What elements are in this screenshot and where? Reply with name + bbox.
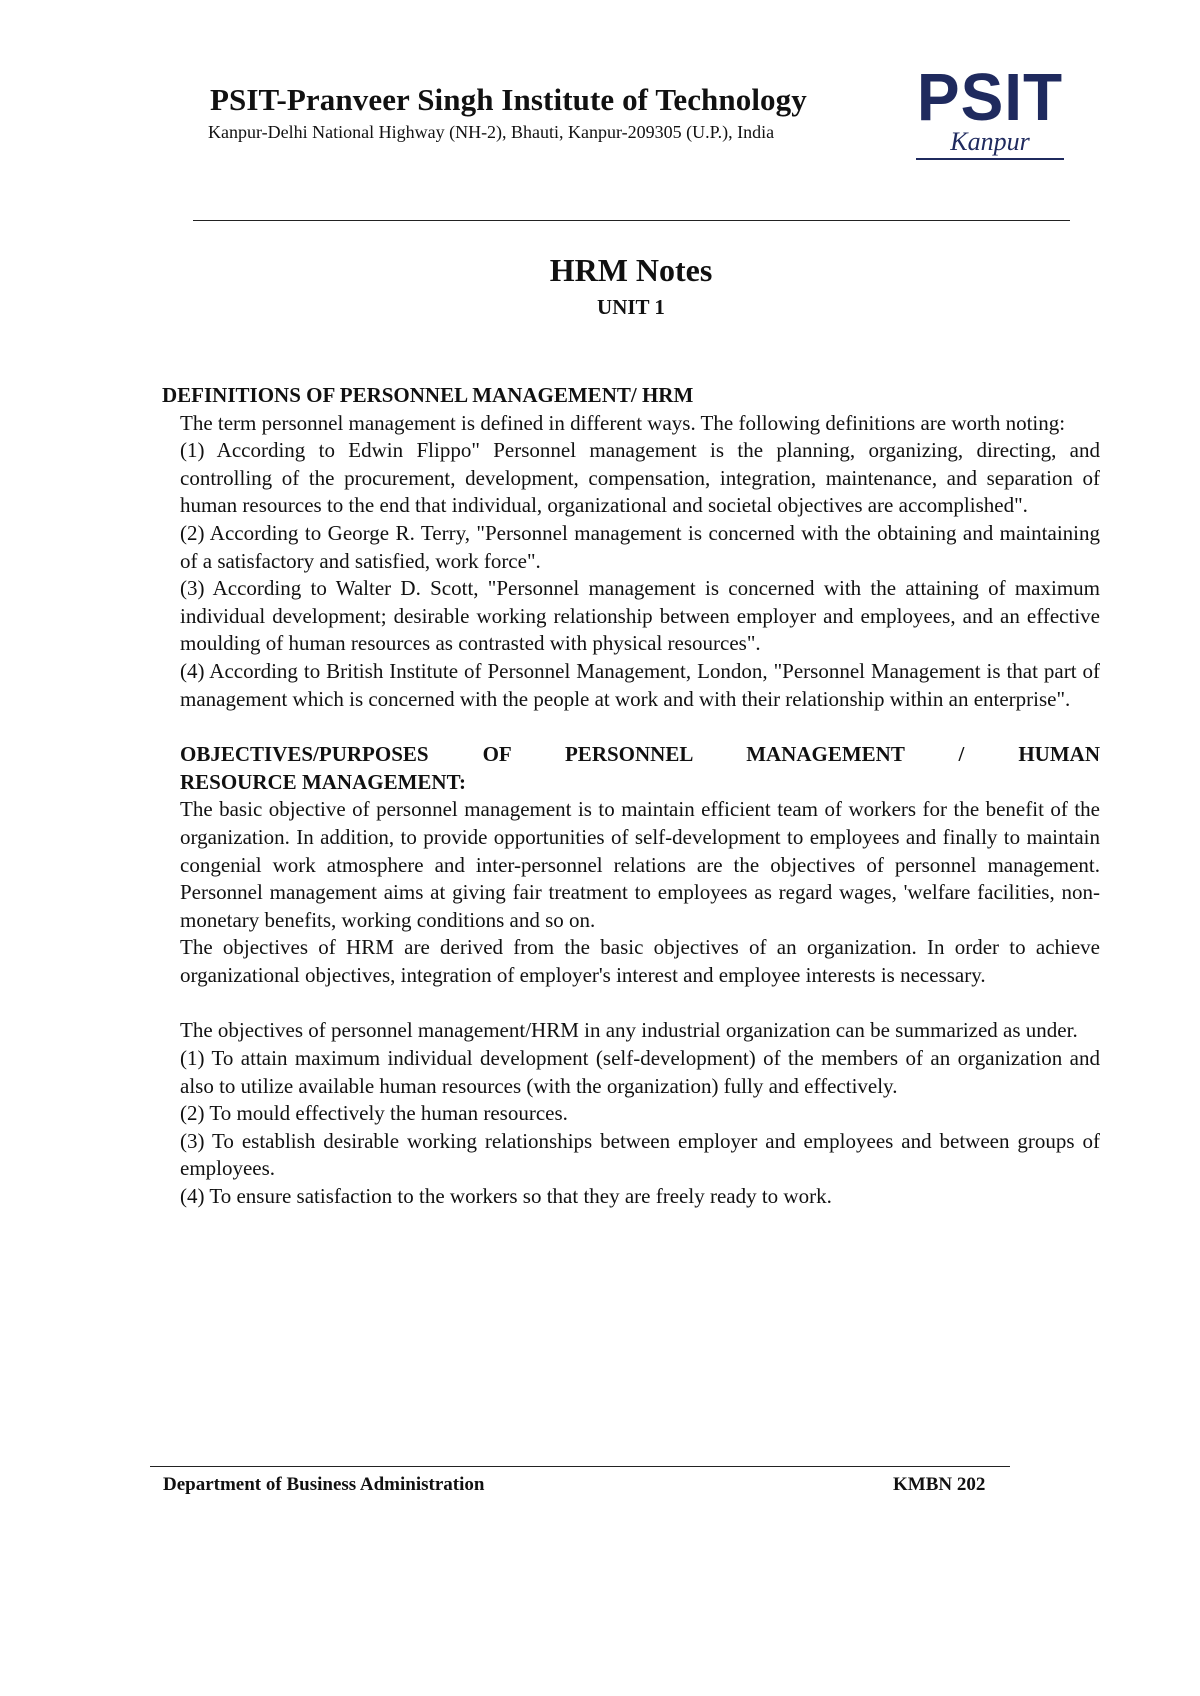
page-header [180,59,1070,168]
logo-sub-text: Kanpur [950,127,1030,156]
objectives-paragraph-basic: The basic objective of personnel management is to maintain efficient team of workers for the benefit of the organization. In addition, to provide opportunities of self-development to employees and finally to maintain congenial work atmosphere and inter-personnel relations are the objectives of personnel management. Personnel management aims at giving fair treatment to employees as regard wages, 'welfare facilities, non-monetary benefits, working conditions and so on. [180,797,1100,932]
objectives-summary-intro: The objectives of personnel management/HRM in any industrial organization can be summarized as under. [180,1018,1078,1043]
logo-main-text: PSIT [916,59,1064,135]
definition-flippo: (1) According to Edwin Flippo" Personnel management is the planning, organizing, directing, and controlling of the procurement, development, compensation, integration, maintenance, and separation of human resources to the end that individual, organizational and societal objectives are accomplished". [180,438,1100,518]
definition-terry: (2) According to George R. Terry, "Personnel management is concerned with the obtaining and maintaining of a satisfactory and satisfied, work force". [180,520,1100,573]
document-body [162,382,1100,1211]
footer-divider [150,1466,1010,1467]
definition-bipm: (4) According to British Institute of Personnel Management, London, "Personnel Management is that part of management which is concerned with the people at work and with their relationship within an enterprise". [180,658,1100,711]
definitions-paragraph: The term personnel management is defined in different ways. The following definitions are worth noting: [180,410,1066,435]
institute-address: Kanpur-Delhi National Highway (NH-2), Bhauti, Kanpur-209305 (U.P.), India [208,122,775,142]
footer-department: Department of Business Administration [163,1474,485,1495]
objective-item-2: (2) To mould effectively the human resources. [180,1101,568,1126]
footer-course-code: KMBN 202 [893,1474,986,1495]
section-gap [180,713,1100,741]
objective-item-1: (1) To attain maximum individual development (self-development) of the members of an organization and also to utilize available human resources (with the organization) fully and effectively. [180,1046,1100,1098]
header-divider [193,220,1070,221]
objective-item-3: (3) To establish desirable working relationships between employer and employees and between groups of employees. [180,1128,1100,1181]
institute-name: PSIT-Pranveer Singh Institute of Technology [210,82,807,117]
objectives-heading [180,741,1100,796]
objectives-heading-line2: RESOURCE MANAGEMENT: [180,769,467,794]
paragraph-gap [180,989,1100,1017]
unit-title: UNIT 1 [597,295,665,319]
definition-scott: (3) According to Walter D. Scott, "Personnel management is concerned with the attaining of maximum individual development; desirable working relationship between employer and employees, and an effective moulding of human resources as contrasted with physical resources". [180,576,1100,656]
objectives-heading-line1: OBJECTIVES/PURPOSES OF PERSONNEL MANAGEMENT / HUMAN [180,742,1100,767]
psit-logo [910,59,1070,164]
objective-item-4: (4) To ensure satisfaction to the workers so that they are freely ready to work. [180,1184,832,1209]
objectives-paragraph-derived: The objectives of HRM are derived from the basic objectives of an organization. In order to achieve organizational objectives, integration of employer's interest and employee interests is necessary. [180,935,1100,987]
document-title: HRM Notes [549,252,713,288]
logo-underline [916,158,1064,160]
definitions-heading: DEFINITIONS OF PERSONNEL MANAGEMENT/ HRM [162,383,694,407]
